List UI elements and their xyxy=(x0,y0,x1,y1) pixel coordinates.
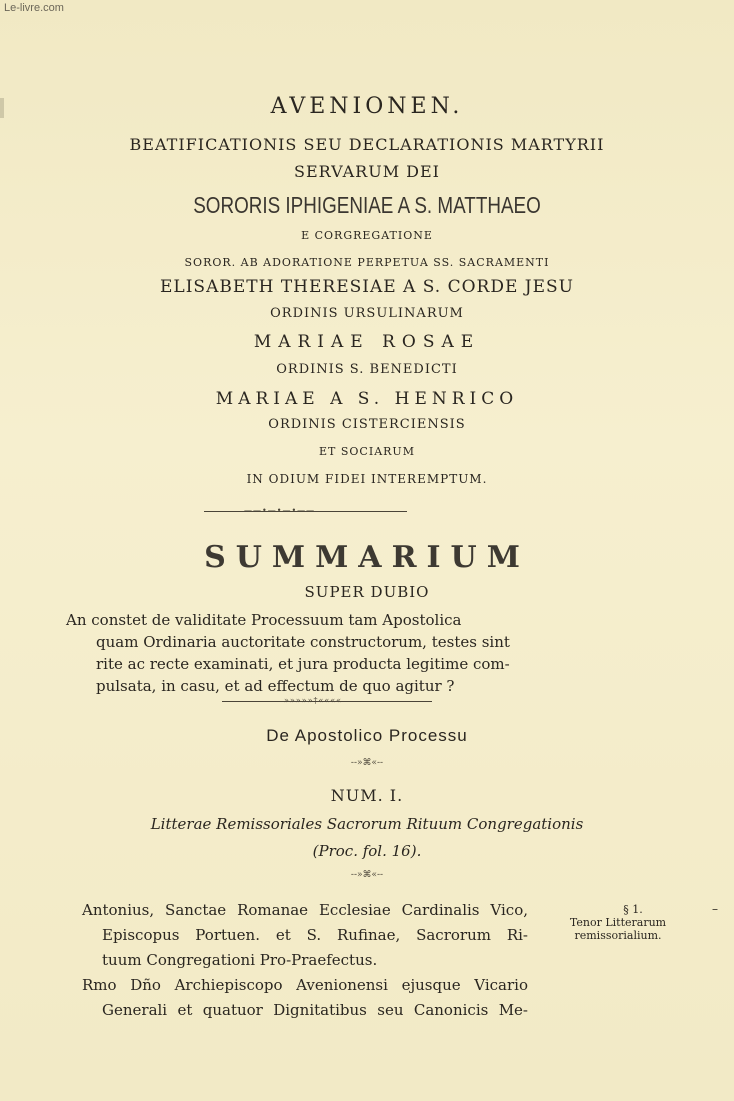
header-line-12: ORDINIS CISTERCIENSIS xyxy=(268,417,466,432)
body-line: Rmo Dño Archiepiscopo Avenionensi ejusque Vicario xyxy=(82,976,528,994)
header-line-14: IN ODIUM FIDEI INTEREMPTUM. xyxy=(246,472,488,486)
body-line: Episcopus Portuen. et S. Rufinae, Sacrorum Ri- xyxy=(102,926,528,944)
section-heading: De Apostolico Processu xyxy=(266,726,468,745)
litterae-title: Litterae Remissoriales Sacrorum Rituum Congregationis xyxy=(150,815,584,833)
section-number: NUM. I. xyxy=(330,786,404,805)
body-line: Antonius, Sanctae Romanae Ecclesiae Cardinalis Vico, xyxy=(82,901,528,919)
header-line-7: ELISABETH THERESIAE A S. CORDE JESU xyxy=(160,277,574,297)
divider-rule-2 xyxy=(222,696,432,705)
margin-note xyxy=(548,903,688,942)
margin-dash: – xyxy=(712,902,718,916)
ornament-1: --»⌘«-- xyxy=(350,758,384,768)
question-line: pulsata, in casu, et ad effectum de quo agitur ? xyxy=(96,677,455,695)
divider-ornament-1: ——•—•—•—— xyxy=(244,506,316,515)
header-line-3: SERVARUM DEI xyxy=(294,162,440,181)
summarium-title: SUMMARIUM xyxy=(204,540,530,575)
header-line-10: ORDINIS S. BENEDICTI xyxy=(276,362,458,377)
question-line: An constet de validitate Processuum tam Apostolica xyxy=(66,611,462,629)
header-line-5: E CORGREGATIONE xyxy=(301,229,433,242)
header-line-11: MARIAE A S. HENRICO xyxy=(215,389,519,409)
body-line: Generali et quatuor Dignitatibus seu Canonicis Me- xyxy=(102,1001,528,1019)
header-line-8: ORDINIS URSULINARUM xyxy=(270,306,464,321)
summarium-subtitle: SUPER DUBIO xyxy=(304,583,430,601)
body-text xyxy=(82,898,528,1023)
header-line-4: SORORIS IPHIGENIAE A S. MATTHAEO xyxy=(193,192,541,218)
margin-section-number: § 1. xyxy=(623,903,643,916)
divider-rule-1 xyxy=(204,506,407,515)
question-line: quam Ordinaria auctoritate constructorum, testes sint xyxy=(96,633,510,651)
header-line-6: SOROR. AB ADORATIONE PERPETUA SS. SACRAMENTI xyxy=(184,256,550,269)
question-line: rite ac recte examinati, et jura producta legitime com- xyxy=(96,655,510,673)
margin-note-line: Tenor Litterarum xyxy=(569,916,667,929)
divider-ornament-2: »»»»»‡«««« xyxy=(284,696,343,705)
header-line-1: AVENIONEN. xyxy=(270,94,464,119)
body-line: tuum Congregationi Pro-Praefectus. xyxy=(102,951,378,969)
header-line-13: ET SOCIARUM xyxy=(319,445,415,458)
header-line-9: MARIAE ROSAE xyxy=(253,332,481,352)
header-line-2: BEATIFICATIONIS SEU DECLARATIONIS MARTYRII xyxy=(129,135,605,154)
watermark: Le-livre.com xyxy=(4,2,64,14)
margin-note-line: remissorialium. xyxy=(574,929,662,942)
proc-reference: (Proc. fol. 16). xyxy=(312,842,422,860)
ornament-2: --»⌘«-- xyxy=(350,870,384,880)
dubium-question xyxy=(66,609,556,697)
